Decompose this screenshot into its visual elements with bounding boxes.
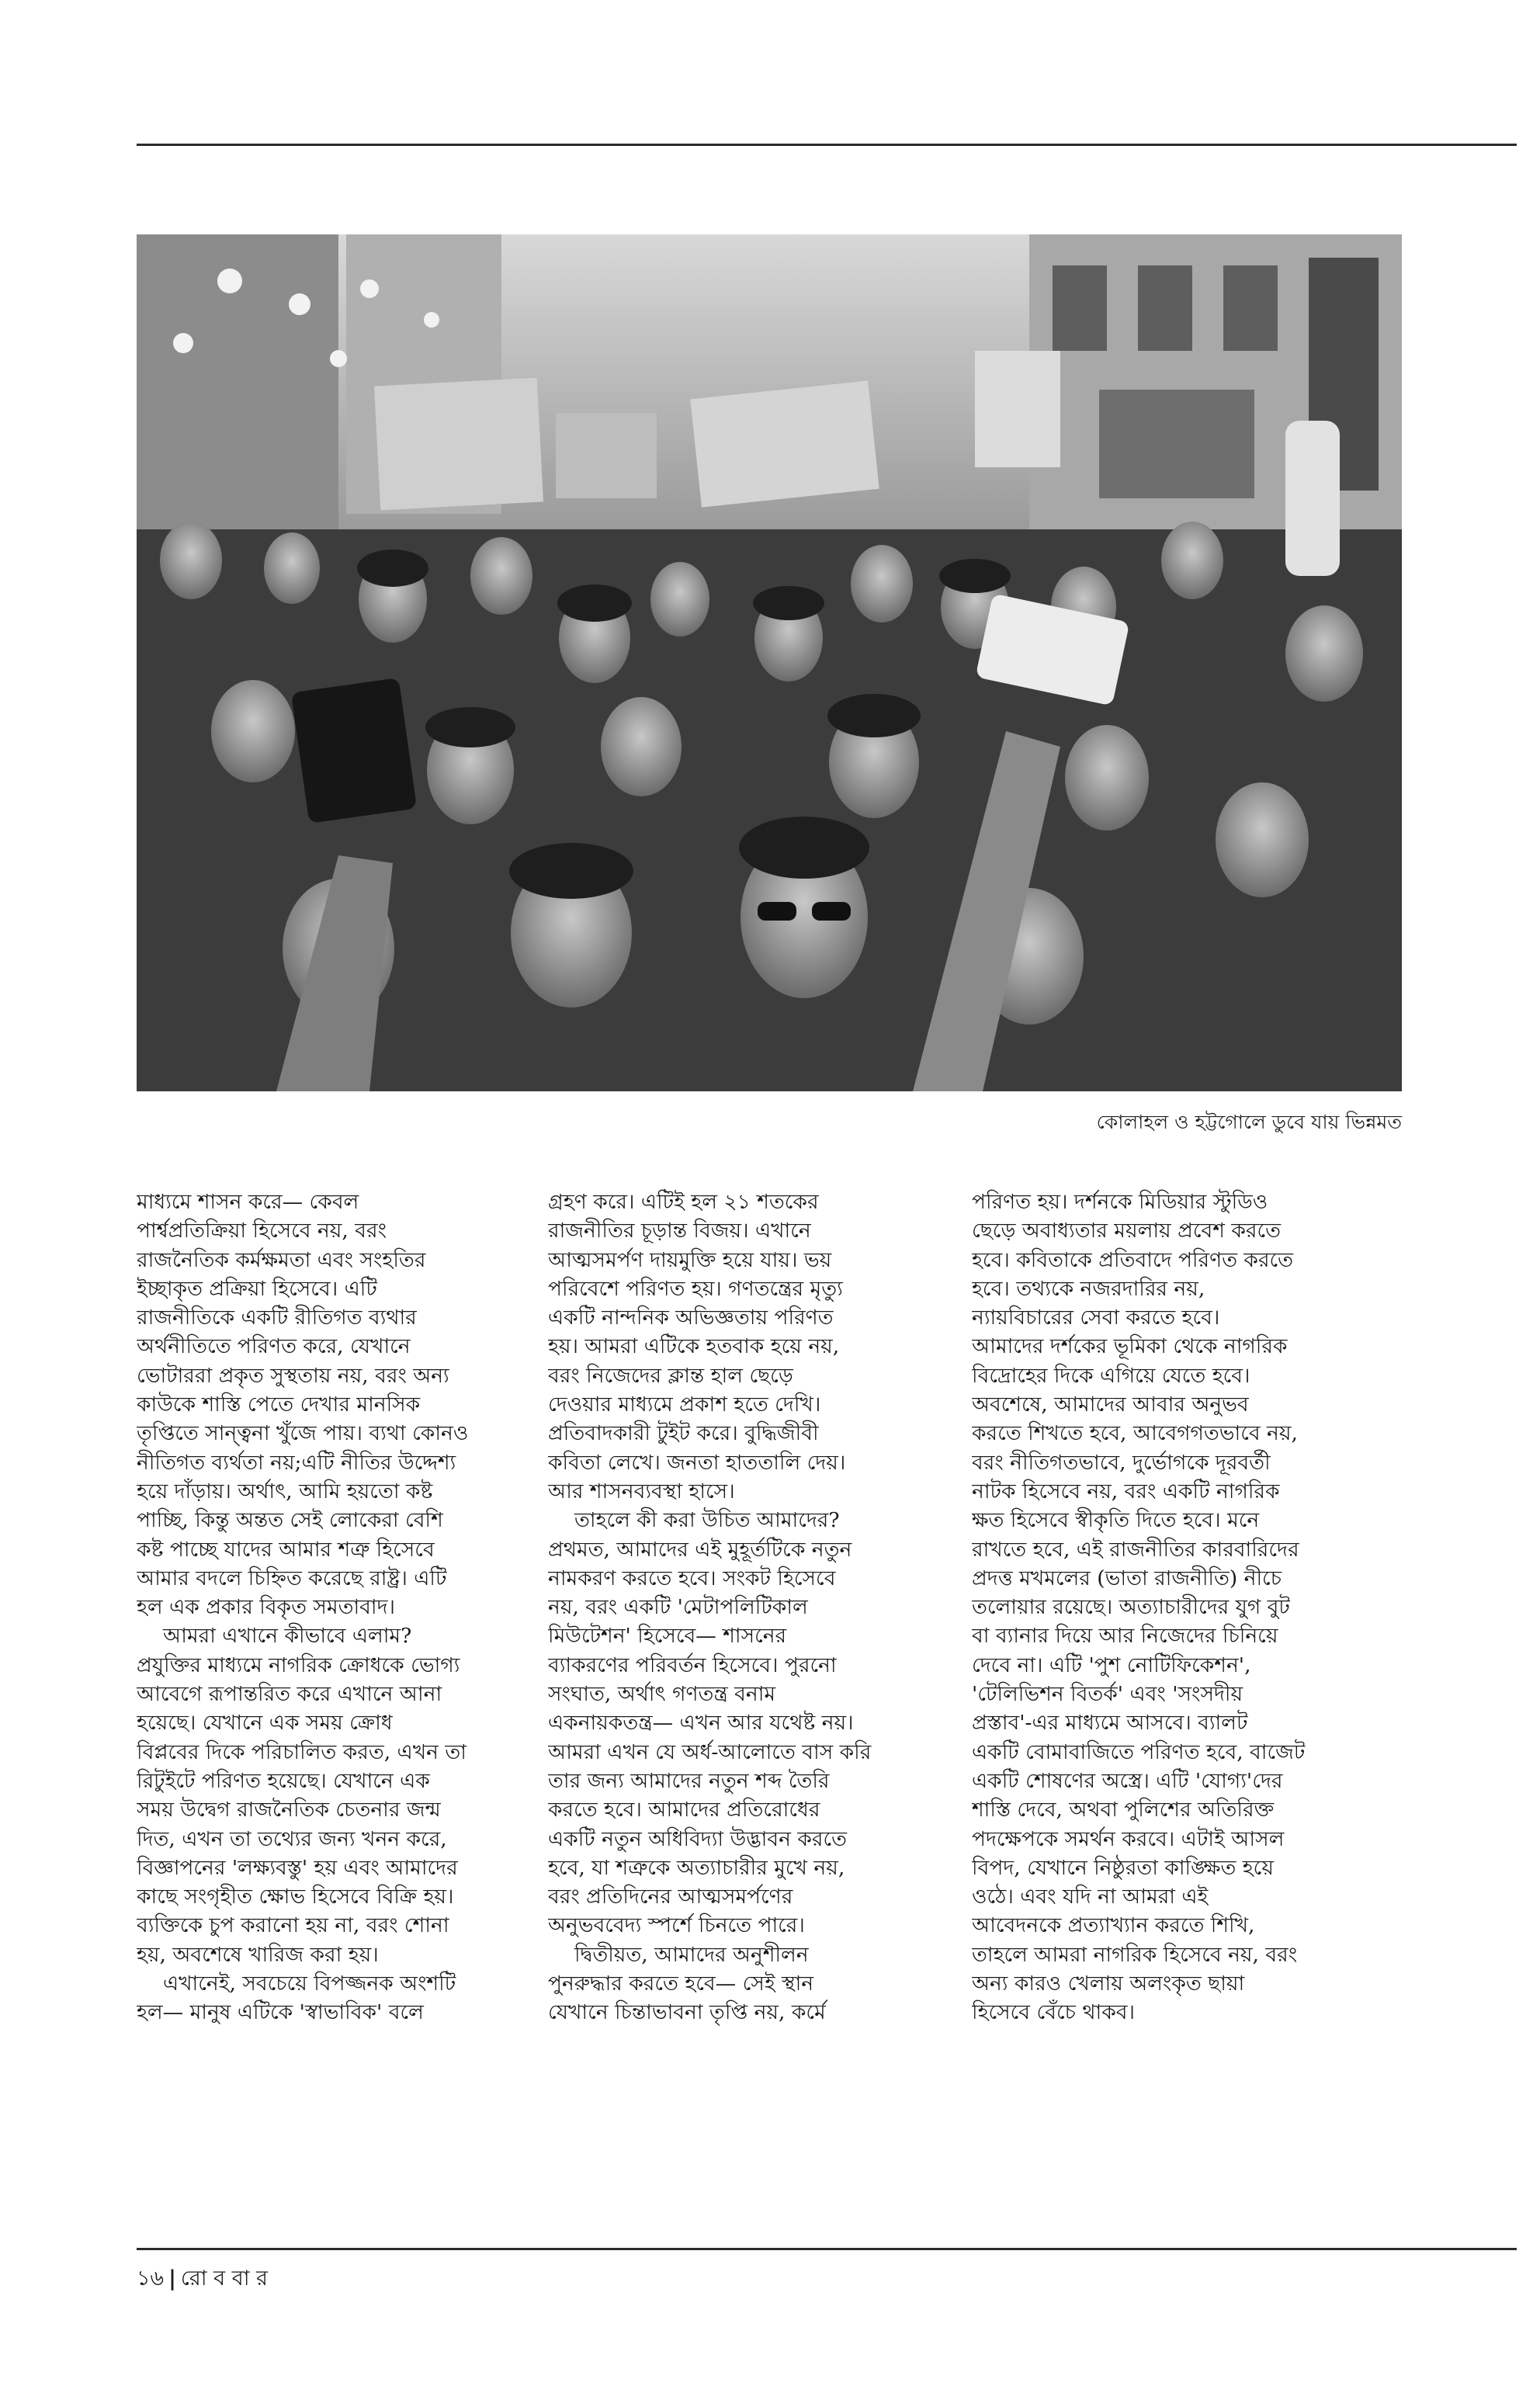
paragraph: পরিণত হয়। দর্শনকে মিডিয়ার স্টুডিও ছেড়ে অবাধ্যতার ময়লায় প্রবেশ করতে হবে। কবিতাকে প্রতিবাদে পরিণত করতে হবে। তথ্যকে নজরদারির নয়, ন্যায়বিচারের সেবা করতে হবে। আমাদের দর্শকের ভূমিকা থেকে নাগরিক বিদ্রোহের দিকে এগিয়ে যেতে হবে। অবশেষে, আমাদের আবার অনুভব করতে শিখতে হবে, আবেগগতভাবে নয়, বরং নীতিগতভাবে, দুর্ভোগকে দূরবর্তী নাটক হিসেবে নয়, বরং একটি নাগরিক ক্ষত হিসেবে স্বীকৃতি দিতে হবে। মনে রাখতে হবে, এই রাজনীতির কারবারিদের প্রদত্ত মখমলের (ভাতা রাজনীতি) নীচে তলোয়ার রয়েছে। অত্যাচারীদের যুগ বুট বা ব্যানার দিয়ে আর নিজেদের চিনিয়ে দেবে না। এটি 'পুশ নোটিফিকেশন', 'টেলিভিশন বিতর্ক' এবং 'সংসদীয় প্রস্তাব'-এর মাধ্যমে আসবে। ব্যালট একটি বোমাবাজিতে পরিণত হবে, বাজেট একটি শোষণের অস্ত্রে। এটি 'যোগ্য'দের শাস্তি দেবে, অথবা পুলিশের অতিরিক্ত পদক্ষেপকে সমর্থন করবে। এটাই আসল বিপদ, যেখানে নিষ্ঠুরতা কাঙ্ক্ষিত হয়ে ওঠে। এবং যদি না আমরা এই আবেদনকে প্রত্যাখ্যান করতে শিখি, তাহলে আমরা নাগরিক হিসেবে নয়, বরং অন্য কারও খেলায় অলংকৃত ছায়া হিসেবে বেঁচে থাকব।	[972, 1190, 1306, 2025]
bottom-rule	[137, 2248, 1517, 2250]
article-column-3	[972, 1188, 1375, 2189]
footer-separator: |	[168, 2266, 176, 2291]
page-footer	[137, 2263, 268, 2298]
protest-photo-illustration	[137, 234, 1402, 1091]
magazine-name: রো ব বা র	[180, 2266, 269, 2291]
photo-caption: কোলাহল ও হট্টগোলে ডুবে যায় ভিন্নমত	[1096, 1111, 1402, 1133]
article-column-1	[137, 1188, 517, 2189]
paragraph: এখানেই, সবচেয়ে বিপজ্জনক অংশটি হল— মানুষ এটিকে 'স্বাভাবিক' বলে	[137, 1972, 456, 2025]
article-column-2	[548, 1188, 936, 2189]
page-number: ১৬	[137, 2266, 165, 2291]
paragraph: তাহলে কী করা উচিত আমাদের? প্রথমত, আমাদের এই মুহূর্তটিকে নতুন নামকরণ করতে হবে। সংকট হিসেবে নয়, বরং একটি 'মেটাপলিটিকাল মিউটেশন' হিসেবে— শাসনের ব্যাকরণের পরিবর্তন হিসেবে। পুরনো সংঘাত, অর্থাৎ গণতন্ত্র বনাম একনায়কতন্ত্র— এখন আর যথেষ্ট নয়। আমরা এখন যে অর্ধ-আলোতে বাস করি তার জন্য আমাদের নতুন শব্দ তৈরি করতে হবে। আমাদের প্রতিরোধের একটি নতুন অধিবিদ্যা উদ্ভাবন করতে হবে, যা শত্রুকে অত্যাচারীর মুখে নয়, বরং প্রতিদিনের আত্মসমর্পণের অনুভববেদ্য স্পর্শে চিনতে পারে।	[548, 1508, 872, 1938]
paragraph: আমরা এখানে কীভাবে এলাম? প্রযুক্তির মাধ্যমে নাগরিক ক্রোধকে ভোগ্য আবেগে রূপান্তরিত করে এখানে আনা হয়েছে। যেখানে এক সময় ক্রোধ বিপ্লবের দিকে পরিচালিত করত, এখন তা রিটুইটে পরিণত হয়েছে। যেখানে এক সময় উদ্বেগ রাজনৈতিক চেতনার জন্ম দিত, এখন তা তথ্যের জন্য খনন করে, বিজ্ঞাপনের 'লক্ষ্যবস্তু' হয় এবং আমাদের কাছে সংগৃহীত ক্ষোভ হিসেবে বিক্রি হয়। ব্যক্তিকে চুপ করানো হয় না, বরং শোনা হয়, অবশেষে খারিজ করা হয়।	[137, 1624, 467, 1967]
paragraph: মাধ্যমে শাসন করে— কেবল পার্শ্বপ্রতিক্রিয়া হিসেবে নয়, বরং রাজনৈতিক কর্মক্ষমতা এবং সংহতির ইচ্ছাকৃত প্রক্রিয়া হিসেবে। এটি রাজনীতিকে একটি রীতিগত ব্যথার অর্থনীতিতে পরিণত করে, যেখানে ভোটাররা প্রকৃত সুস্থতায় নয়, বরং অন্য কাউকে শাস্তি পেতে দেখার মানসিক তৃপ্তিতে সান্ত্বনা খুঁজে পায়। ব্যথা কোনও নীতিগত ব্যর্থতা নয়;এটি নীতির উদ্দেশ্য হয়ে দাঁড়ায়। অর্থাৎ, আমি হয়তো কষ্ট পাচ্ছি, কিন্তু অন্তত সেই লোকেরা বেশি কষ্ট পাচ্ছে যাদের আমার শত্রু হিসেবে আমার বদলে চিহ্নিত করেছে রাষ্ট্র। এটি হল এক প্রকার বিকৃত সমতাবাদ।	[137, 1190, 469, 1620]
paragraph: গ্রহণ করে। এটিই হল ২১ শতকের রাজনীতির চূড়ান্ত বিজয়। এখানে আত্মসমর্পণ দায়মুক্তি হয়ে যায়। ভয় পরিবেশে পরিণত হয়। গণতন্ত্রের মৃত্যু একটি নান্দনিক অভিজ্ঞতায় পরিণত হয়। আমরা এটিকে হতবাক হয়ে নয়, বরং নিজেদের ক্লান্ত হাল ছেড়ে দেওয়ার মাধ্যমে প্রকাশ হতে দেখি। প্রতিবাদকারী টুইট করে। বুদ্ধিজীবী কবিতা লেখে। জনতা হাততালি দেয়। আর শাসনব্যবস্থা হাসে।	[548, 1190, 846, 1503]
protest-crowd-photo	[137, 234, 1402, 1091]
top-rule	[137, 144, 1517, 146]
paragraph: দ্বিতীয়ত, আমাদের অনুশীলন পুনরুদ্ধার করতে হবে— সেই স্থান যেখানে চিন্তাভাবনা তৃপ্তি নয়, কর্মে	[548, 1942, 826, 2025]
